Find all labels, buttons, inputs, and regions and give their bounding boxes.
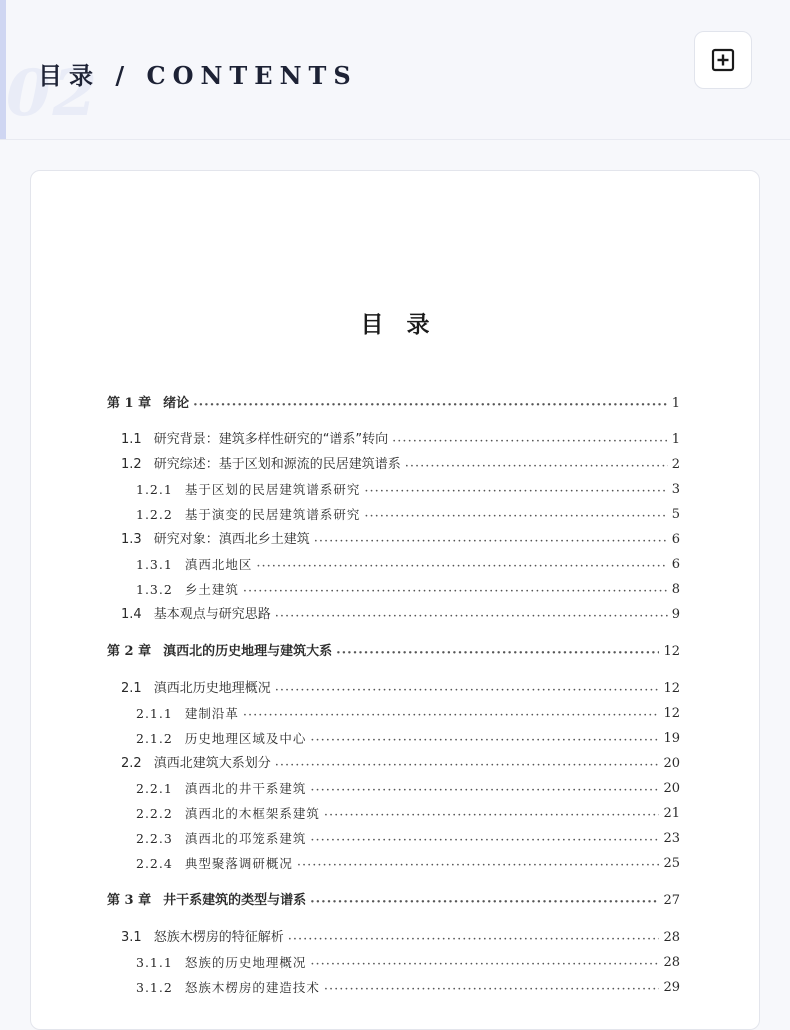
toc-entry-label [121,430,388,450]
toc-entry-label [136,804,320,824]
dot-leader [243,584,668,600]
toc-page-number: 12 [663,644,680,659]
toc-entry-label [107,394,189,414]
toc-section-row[interactable] [136,480,680,500]
toc-section-row[interactable] [121,530,680,550]
toc-entry-number: 1.1 [121,432,142,447]
toc-entry-label [107,642,332,662]
toc-section-row[interactable] [136,953,680,973]
toc-page-number: 19 [663,731,680,746]
dot-leader [405,459,668,475]
toc-entry-label [121,679,271,699]
toc-page-number: 1 [671,432,680,447]
toc-section-row[interactable] [136,978,680,998]
dot-leader [310,833,659,849]
toc-page-number: 6 [671,557,680,572]
toc-section-row[interactable] [121,754,680,774]
toc-entry-title: 滇西北的邛笼系建筑 [184,831,307,846]
toc-entry-title: 怒族木楞房的特征解析 [153,930,284,945]
toc-section-row[interactable] [121,928,680,948]
toc-entry-title: 滇西北的历史地理与建筑大系 [163,644,333,659]
toc-entry-label [136,953,306,973]
toc-entry-number: 2.2.1 [136,781,173,796]
toc-entry-label [136,704,239,724]
toc-entry-title: 绪论 [163,396,190,411]
toc-entry-number: 第 2 章 [107,644,152,659]
toc-entry-title: 滇西北地区 [184,557,253,572]
toc-page-number: 12 [663,681,680,696]
toc-entry-label [121,928,284,948]
dot-leader [193,398,668,414]
toc-entry-label [121,605,271,625]
toc-entry-number: 1.2.2 [136,507,173,522]
dot-leader [275,609,668,625]
toc-page-number: 28 [663,955,680,970]
toc-entry-title: 基于区划的民居建筑谱系研究 [184,482,361,497]
toc-entry-label [136,555,252,575]
toc-entry-number: 2.2.3 [136,831,173,846]
document-title: 目 录 [360,311,430,338]
toc-page-number: 12 [663,706,680,721]
toc-page-number: 3 [671,482,680,497]
toc-entry-label [136,829,306,849]
toc-entry-label [121,530,310,550]
toc-entry-number: 2.1 [121,681,142,696]
toc-chapter-row[interactable] [107,891,680,911]
toc-entry-label [136,854,293,874]
toc-entry-title: 基本观点与研究思路 [153,607,271,622]
toc-entry-title: 典型聚落调研概况 [184,856,293,871]
toc-entry-label [136,729,306,749]
toc-entry-title: 井干系建筑的类型与谱系 [163,893,307,908]
toc-section-row[interactable] [136,779,680,799]
toc-entry-title: 乡土建筑 [184,582,239,597]
dot-leader [314,534,668,550]
toc-section-row[interactable] [121,679,680,699]
toc-section-row[interactable] [136,729,680,749]
toc-page-number: 23 [663,831,680,846]
toc-page-number: 25 [663,856,680,871]
toc-page-number: 9 [671,607,680,622]
toc-entry-number: 1.3.1 [136,557,173,572]
toc-page-number: 21 [663,806,680,821]
toc-entry-title: 研究综述：基于区划和源流的民居建筑谱系 [153,457,401,472]
toc-entry-number: 第 3 章 [107,893,152,908]
toc-page-number: 2 [671,457,680,472]
toc-entry-number: 3.1.1 [136,955,173,970]
toc-entry-number: 1.3 [121,532,142,547]
toc-section-row[interactable] [121,605,680,625]
toc-entry-number: 2.1.2 [136,731,173,746]
toc-page-number: 27 [663,893,680,908]
toc-page-number: 6 [671,532,680,547]
toc-entry-label [136,505,360,525]
toc-entry-label [136,480,360,500]
page-title: 目录 / CONTENTS [38,61,358,90]
toc-entry-title: 滇西北的井干系建筑 [184,781,307,796]
toc-chapter-row[interactable] [107,394,680,414]
toc-section-row[interactable] [121,430,680,450]
toc-section-row[interactable] [136,505,680,525]
toc-entry-number: 2.2.4 [136,856,173,871]
toc-entry-label [136,978,320,998]
dot-leader [310,733,659,749]
dot-leader [297,858,660,874]
dot-leader [310,895,659,911]
toc-entry-label [107,891,306,911]
toc-section-row[interactable] [136,555,680,575]
toc-entry-label [121,754,271,774]
toc-section-row[interactable] [136,804,680,824]
dot-leader [364,484,667,500]
toc-entry-title: 怒族木楞房的建造技术 [184,980,320,995]
toc-entry-number: 1.2.1 [136,482,173,497]
toc-page-number: 20 [663,756,680,771]
toc-entry-number: 3.1.2 [136,980,173,995]
toc-page-number: 5 [671,507,680,522]
toc-chapter-row[interactable] [107,642,680,662]
dot-leader [243,708,660,724]
toc-entry-title: 基于演变的民居建筑谱系研究 [184,507,361,522]
toc-section-row[interactable] [136,580,680,600]
toc-entry-title: 历史地理区域及中心 [184,731,307,746]
toc-entry-title: 怒族的历史地理概况 [184,955,307,970]
toc-entry-number: 2.2 [121,756,142,771]
dot-leader [275,758,660,774]
dot-leader [324,808,660,824]
dot-leader [324,982,660,998]
toc-section-row[interactable] [121,455,680,475]
toc-entry-number: 第 1 章 [107,396,152,411]
toc-page-number: 29 [663,980,680,995]
toc-section-row[interactable] [136,854,680,874]
toc-entry-number: 1.4 [121,607,142,622]
toc-section-row[interactable] [136,829,680,849]
toc-page-number: 8 [671,582,680,597]
toc-page-number: 1 [671,396,680,411]
dot-leader [364,509,667,525]
toc-entry-label [136,580,239,600]
section-number-watermark: 02 [6,56,100,131]
toc-entry-label [121,455,401,475]
toc-entry-title: 滇西北建筑大系划分 [153,756,271,771]
toc-entry-number: 1.2 [121,457,142,472]
toc-page-number: 28 [663,930,680,945]
toc-entry-number: 1.3.2 [136,582,173,597]
toc-entry-title: 研究背景：建筑多样性研究的“谱系”转向 [153,432,389,447]
toc-entry-title: 建制沿革 [184,706,239,721]
dot-leader [310,783,659,799]
dot-leader [256,559,667,575]
toc-entry-title: 滇西北的木框架系建筑 [184,806,320,821]
toc-entry-number: 3.1 [121,930,142,945]
toc-entry-label [136,779,306,799]
dot-leader [288,932,660,948]
dot-leader [336,646,659,662]
toc-entry-title: 滇西北历史地理概况 [153,681,271,696]
toc-entry-number: 2.2.2 [136,806,173,821]
dot-leader [310,957,659,973]
dot-leader [275,683,660,699]
toc-entry-title: 研究对象：滇西北乡土建筑 [153,532,310,547]
toc-entry-number: 2.1.1 [136,706,173,721]
dot-leader [392,434,668,450]
toc-section-row[interactable] [136,704,680,724]
toc-page-number: 20 [663,781,680,796]
